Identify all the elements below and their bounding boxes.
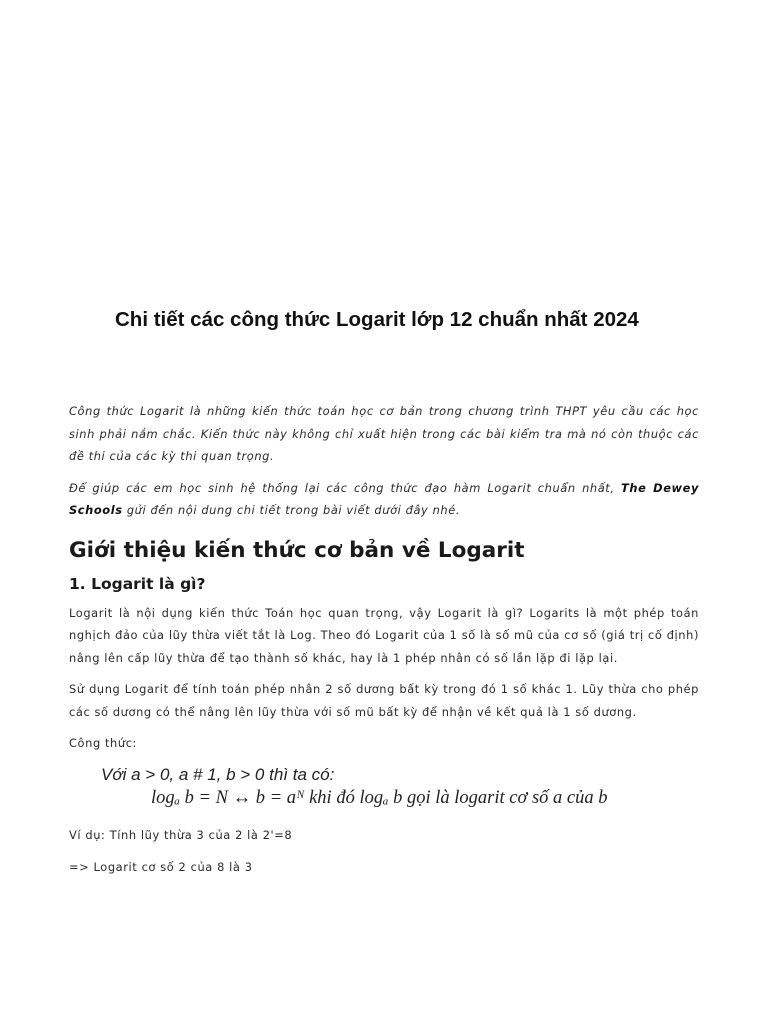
formula-condition: Với a > 0, a # 1, b > 0 thì ta có:: [101, 764, 335, 784]
formula-label: Công thức:: [69, 736, 137, 750]
intro-paragraph-2-text-after: gửi đến nội dung chi tiết trong bài viết dưới đây nhé.: [122, 503, 461, 517]
example-line-2: => Logarit cơ số 2 của 8 là 3: [69, 859, 253, 874]
article-body: [69, 400, 699, 888]
intro-paragraph-2-text-before: Để giúp các em học sinh hệ thống lại các công thức đạo hàm Logarit chuẩn nhất,: [69, 480, 621, 495]
brand-name: The Dewey Schools: [69, 480, 699, 517]
formula-definition: logₐ b = N ↔ b = aᴺ khi đó logₐ b gọi là logarit cơ số a của b: [151, 787, 608, 808]
intro-paragraph-2: [69, 477, 699, 522]
formula-image: [101, 764, 671, 810]
intro-paragraph-1: Công thức Logarit là những kiến thức toán học cơ bản trong chương trình THPT yêu cầu các học sinh phải nắm chắc. Kiến thức này không chỉ xuất hiện trong các bài kiểm tra mà nó còn thuộc các đề thi của các kỳ thi quan trọng.: [69, 404, 699, 463]
page-title: Chi tiết các công thức Logarit lớp 12 chuẩn nhất 2024: [115, 308, 639, 331]
usage-paragraph: Sử dụng Logarit để tính toán phép nhân 2 số dương bất kỳ trong đó 1 số khác 1. Lũy thừa cho phép các số dương có thể nâng lên lũy thừa với số mũ bất kỳ để nhận về kết quả là 1 số dương.: [69, 682, 699, 719]
section-heading: Giới thiệu kiến thức cơ bản về Logarit: [69, 537, 525, 563]
definition-paragraph: Logarit là nội dụng kiến thức Toán học quan trọng, vậy Logarit là gì? Logarits là một phép toán nghịch đảo của lũy thừa viết tắt là Log. Theo đó Logarit của 1 số là số mũ của cơ số (giá trị cố định) nâng lên cấp lũy thừa để tạo thành số khác, hay là 1 phép nhân có số lần lặp đi lặp lại.: [69, 605, 699, 665]
example-line-1: Ví dụ: Tính lũy thừa 3 của 2 là 2'=8: [69, 827, 293, 842]
sub-heading: 1. Logarit là gì?: [69, 574, 206, 593]
